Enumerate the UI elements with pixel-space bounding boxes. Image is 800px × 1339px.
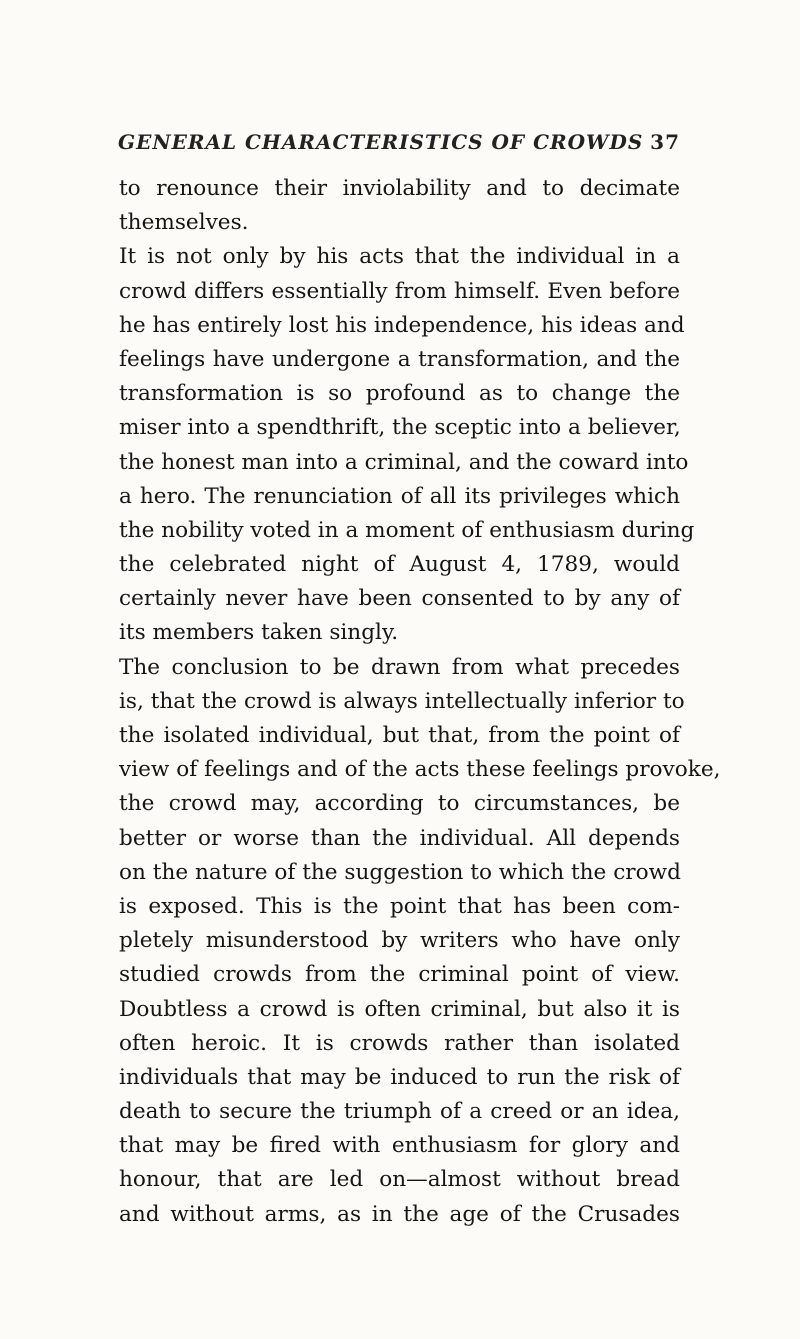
text-line: is exposed. This is the point that has been com- bbox=[119, 893, 680, 919]
text-line: on the nature of the suggestion to which the crowd bbox=[119, 859, 681, 885]
text-line: The conclusion to be drawn from what precedes bbox=[119, 654, 680, 680]
text-line: view of feelings and of the acts these feelings provoke, bbox=[119, 757, 721, 783]
text-line: the honest man into a criminal, and the coward into bbox=[119, 449, 689, 475]
text-line: and without arms, as in the age of the Crusades bbox=[119, 1201, 680, 1227]
text-line: death to secure the triumph of a creed or an idea, bbox=[119, 1099, 680, 1125]
text-line: the crowd may, according to circumstances, be bbox=[119, 791, 680, 817]
text-line: he has entirely lost his independence, his ideas and bbox=[119, 312, 685, 338]
text-line: feelings have undergone a transformation, and the bbox=[119, 346, 680, 372]
text-line: to renounce their inviolability and to decimate bbox=[119, 176, 680, 201]
text-line: that may be fired with enthusiasm for glory and bbox=[119, 1133, 680, 1159]
text-line: its members taken singly. bbox=[119, 620, 399, 646]
text-line: the celebrated night of August 4, 1789, would bbox=[119, 552, 680, 578]
text-line: It is not only by his acts that the individual in a bbox=[119, 244, 680, 270]
text-line: transformation is so profound as to change the bbox=[119, 381, 680, 407]
body-text bbox=[119, 172, 721, 1232]
text-line: studied crowds from the criminal point of view. bbox=[119, 962, 680, 988]
running-title: GENERAL CHARACTERISTICS OF CROWDS bbox=[118, 130, 644, 154]
text-line: pletely misunderstood by writers who have only bbox=[119, 928, 680, 954]
text-line: the isolated individual, but that, from the point of bbox=[119, 723, 680, 748]
text-line: Doubtless a crowd is often criminal, but also it is bbox=[119, 996, 680, 1022]
text-line: the nobility voted in a moment of enthusiasm during bbox=[119, 517, 695, 543]
text-line: better or worse than the individual. All depends bbox=[119, 825, 680, 851]
text-line: miser into a spendthrift, the sceptic into a believer, bbox=[119, 415, 681, 441]
text-line: honour, that are led on—almost without bread bbox=[119, 1167, 680, 1193]
text-line: crowd differs essentially from himself. Even before bbox=[119, 278, 680, 304]
text-line: often heroic. It is crowds rather than isolated bbox=[119, 1030, 680, 1056]
text-line: is, that the crowd is always intellectually inferior to bbox=[119, 688, 685, 714]
text-line: individuals that may be induced to run the risk of bbox=[119, 1064, 680, 1090]
running-head bbox=[118, 118, 680, 162]
text-line: a hero. The renunciation of all its privileges which bbox=[119, 483, 680, 509]
page-number: 37 bbox=[650, 130, 680, 154]
text-line: certainly never have been consented to by any of bbox=[119, 586, 680, 612]
text-line: themselves. bbox=[119, 210, 249, 236]
